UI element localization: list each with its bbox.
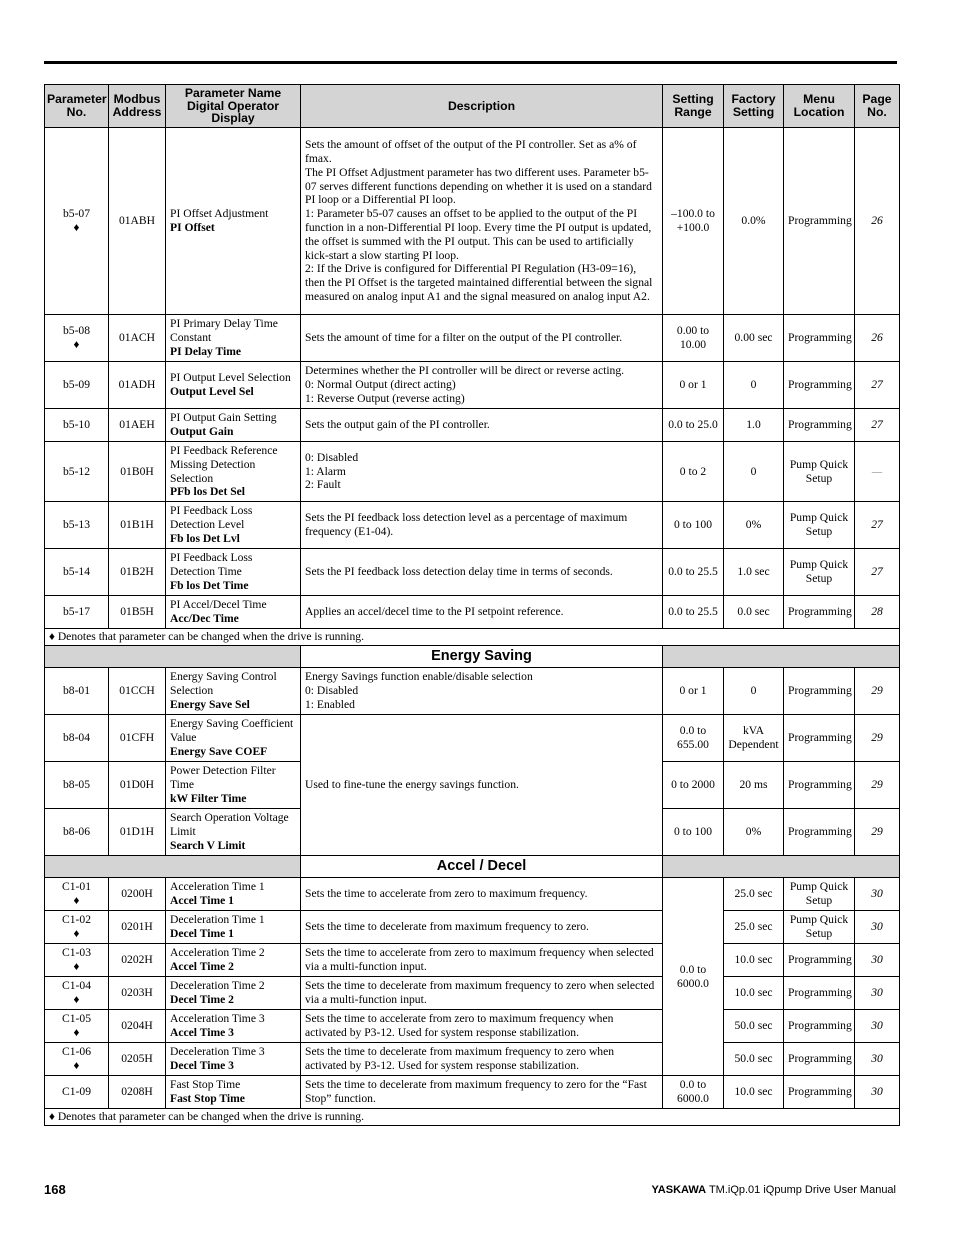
operator-display: Accel Time 2 (170, 960, 234, 973)
page-no: 26 (855, 315, 900, 362)
factory-setting: kVA Dependent (724, 715, 784, 762)
page-no: 30 (855, 1076, 900, 1109)
description-line: Sets the amount of time for a filter on the output of the PI controller. (305, 331, 623, 345)
menu-location: Pump Quick Setup (784, 878, 855, 911)
param-name: PI Primary Delay Time Constant (170, 317, 278, 345)
setting-range: 0.0 to 25.5 (663, 549, 724, 596)
menu-location: Pump Quick Setup (784, 502, 855, 549)
menu-location: Pump Quick Setup (784, 549, 855, 596)
setting-range: 0 to 100 (663, 809, 724, 856)
description-cell (301, 1043, 663, 1076)
setting-range: 0 or 1 (663, 362, 724, 409)
setting-range: 0.00 to 10.00 (663, 315, 724, 362)
param-no: b5-17 (62, 605, 91, 619)
menu-location: Programming (784, 668, 855, 715)
page-no: 30 (855, 977, 900, 1010)
section-accel-decel (45, 856, 900, 878)
factory-setting: 0.0% (724, 128, 784, 315)
param-name: PI Feedback Loss Detection Time (170, 551, 253, 579)
modbus-address: 0200H (109, 878, 166, 911)
col-param-no: Parameter No. (45, 85, 109, 128)
modbus-address: 01D1H (109, 809, 166, 856)
param-no: C1-02 (62, 913, 91, 927)
param-name-cell (166, 668, 301, 715)
param-no: C1-01 (62, 880, 91, 894)
description-line: 0: Normal Output (direct acting) (305, 378, 456, 392)
menu-location: Programming (784, 1076, 855, 1109)
operator-display: Output Gain (170, 425, 234, 438)
param-name-cell (166, 911, 301, 944)
modbus-address: 01D0H (109, 762, 166, 809)
factory-setting: 0 (724, 668, 784, 715)
page-no: 28 (855, 596, 900, 629)
modbus-address: 01AEH (109, 409, 166, 442)
param-no: b5-08 (62, 324, 91, 338)
table-row (45, 715, 900, 762)
section-band-right (663, 646, 900, 668)
modbus-address: 01B0H (109, 442, 166, 502)
param-no: b5-13 (62, 518, 91, 532)
description-cell (301, 977, 663, 1010)
operator-display: Search V Limit (170, 838, 246, 852)
page-no: 30 (855, 911, 900, 944)
modbus-address: 0208H (109, 1076, 166, 1109)
col-name: Parameter Name Digital Operator Display (166, 85, 301, 128)
header-row (45, 85, 900, 128)
factory-setting: 0 (724, 362, 784, 409)
page-no: 29 (855, 809, 900, 856)
col-factory: Factory Setting (724, 85, 784, 128)
param-name: Power Detection Filter Time (170, 764, 276, 792)
param-no: b5-09 (62, 378, 91, 392)
menu-location: Programming (784, 409, 855, 442)
table-row (45, 409, 900, 442)
param-no-cell (45, 715, 109, 762)
col-setting-range: Setting Range (663, 85, 724, 128)
page-no: 27 (855, 362, 900, 409)
description-line: Applies an accel/decel time to the PI setpoint reference. (305, 605, 564, 619)
operator-display: PFb los Det Sel (170, 485, 246, 499)
diamond-icon: ♦ (73, 993, 80, 1006)
param-name-cell (166, 878, 301, 911)
menu-location: Programming (784, 315, 855, 362)
description-line: Sets the time to decelerate from maximum frequency to zero when selected via a multi-function input. (305, 979, 655, 1006)
col-modbus: Modbus Address (109, 85, 166, 128)
factory-setting: 25.0 sec (724, 911, 784, 944)
diamond-icon: ♦ (73, 960, 80, 973)
diamond-icon: ♦ (73, 894, 80, 907)
setting-range: 0.0 to 6000.0 (663, 1076, 724, 1109)
col-menu: Menu Location (784, 85, 855, 128)
param-name: Deceleration Time 1 (170, 913, 265, 927)
param-name-cell (166, 502, 301, 549)
param-name-cell (166, 549, 301, 596)
page-no: 29 (855, 762, 900, 809)
table-row (45, 878, 900, 911)
brand-name: YASKAWA (651, 1184, 707, 1196)
description-line: 2: If the Drive is configured for Differential PI Regulation (H3-09=16), then the PI Offset is the targeted maintained differential between the signal measured on analog input A1 and the signal measured on analog input A2. (305, 262, 653, 303)
param-name: Acceleration Time 2 (170, 946, 265, 960)
description-cell (301, 1076, 663, 1109)
modbus-address: 01ADH (109, 362, 166, 409)
table-row (45, 1010, 900, 1043)
param-no: b8-06 (62, 825, 91, 839)
section-energy-saving (45, 646, 900, 668)
factory-setting: 10.0 sec (724, 944, 784, 977)
modbus-address: 0205H (109, 1043, 166, 1076)
setting-range: 0 to 2000 (663, 762, 724, 809)
operator-display: Fb los Det Time (170, 578, 249, 592)
param-no: b8-04 (62, 731, 91, 745)
param-no-cell (45, 668, 109, 715)
factory-setting: 50.0 sec (724, 1010, 784, 1043)
factory-setting: 1.0 (724, 409, 784, 442)
setting-range: 0.0 to 655.00 (663, 715, 724, 762)
table-row (45, 315, 900, 362)
description-line: 1: Reverse Output (reverse acting) (305, 391, 465, 405)
table-row (45, 1043, 900, 1076)
param-name: Deceleration Time 3 (170, 1045, 265, 1059)
factory-setting: 1.0 sec (724, 549, 784, 596)
operator-display: kW Filter Time (170, 791, 247, 805)
operator-display: Acc/Dec Time (170, 612, 239, 625)
page-no: 27 (855, 549, 900, 596)
param-no: C1-03 (62, 946, 91, 960)
diamond-icon: ♦ (73, 927, 80, 940)
operator-display: Output Level Sel (170, 385, 254, 398)
param-name-cell (166, 1043, 301, 1076)
table-body (45, 128, 900, 1126)
menu-location: Programming (784, 809, 855, 856)
param-no-cell (45, 1010, 109, 1043)
description-cell (301, 596, 663, 629)
page-no: 27 (855, 409, 900, 442)
param-name-cell (166, 1076, 301, 1109)
page-no: 30 (855, 944, 900, 977)
diamond-icon: ♦ (73, 1026, 80, 1039)
table-row (45, 442, 900, 502)
param-name: Deceleration Time 2 (170, 979, 265, 993)
description-line: The PI Offset Adjustment parameter has two different uses. Parameter b5-07 serves different functions depending on whether it is used on a standard PI loop or a Differential PI loop. (305, 165, 652, 207)
param-name: Energy Saving Control Selection (170, 670, 277, 698)
table-row (45, 502, 900, 549)
description-line: Sets the time to accelerate from zero to maximum frequency. (305, 887, 588, 901)
modbus-address: 0203H (109, 977, 166, 1010)
description-line: Sets the amount of offset of the output of the PI controller. Set as a% of fmax. (305, 138, 637, 166)
table-row (45, 128, 900, 315)
operator-display: PI Delay Time (170, 344, 242, 358)
description-cell (301, 549, 663, 596)
diamond-icon: ♦ (73, 1059, 80, 1072)
operator-display: Fb los Det Lvl (170, 531, 240, 545)
modbus-address: 01ABH (109, 128, 166, 315)
param-no-cell (45, 596, 109, 629)
factory-setting: 10.0 sec (724, 1076, 784, 1109)
description-cell: Used to fine-tune the energy savings function. (301, 715, 663, 856)
param-no: C1-04 (62, 979, 91, 993)
modbus-address: 01B2H (109, 549, 166, 596)
table-row (45, 362, 900, 409)
factory-setting: 0.0 sec (724, 596, 784, 629)
factory-setting: 10.0 sec (724, 977, 784, 1010)
table-row (45, 549, 900, 596)
operator-display: Accel Time 1 (170, 894, 234, 907)
menu-location: Programming (784, 128, 855, 315)
modbus-address: 0204H (109, 1010, 166, 1043)
section-band-left (45, 856, 301, 878)
param-no: b5-14 (62, 565, 91, 579)
table-row (45, 944, 900, 977)
description-line: 1: Alarm (305, 464, 346, 478)
description-line: Determines whether the PI controller will be direct or reverse acting. (305, 364, 625, 378)
param-no-cell (45, 128, 109, 315)
description-line: Sets the PI feedback loss detection delay time in terms of seconds. (305, 565, 613, 579)
modbus-address: 01B1H (109, 502, 166, 549)
param-no: C1-05 (62, 1012, 91, 1026)
col-description: Description (301, 85, 663, 128)
setting-range: 0.0 to 25.0 (663, 409, 724, 442)
section-title: Accel / Decel (301, 856, 663, 878)
factory-setting: 0% (724, 809, 784, 856)
page-no: 30 (855, 878, 900, 911)
param-no-cell (45, 911, 109, 944)
description-cell (301, 502, 663, 549)
param-no-cell (45, 977, 109, 1010)
modbus-address: 01B5H (109, 596, 166, 629)
page-no: — (855, 442, 900, 502)
param-no-cell (45, 315, 109, 362)
table-row (45, 911, 900, 944)
description-line: 1: Parameter b5-07 causes an offset to be applied to the output of the PI function in a non-Differential PI loop. Every time the PI output is updated, the offset is summed with the PI output. This can be used to artificially kick-start a slow starting PI loop. (305, 207, 652, 262)
menu-location: Programming (784, 715, 855, 762)
table-row (45, 977, 900, 1010)
menu-location: Programming (784, 944, 855, 977)
param-no-cell (45, 1043, 109, 1076)
description-line: Sets the output gain of the PI controller. (305, 418, 490, 432)
operator-display: Energy Save COEF (170, 744, 268, 758)
modbus-address: 0202H (109, 944, 166, 977)
table-row (45, 1076, 900, 1109)
param-name-cell (166, 944, 301, 977)
param-no-cell (45, 762, 109, 809)
setting-range: 0.0 to 6000.0 (663, 878, 724, 1076)
factory-setting: 25.0 sec (724, 878, 784, 911)
param-no-cell (45, 362, 109, 409)
param-name-cell (166, 809, 301, 856)
diamond-icon: ♦ (73, 221, 80, 234)
footnote-row (45, 1109, 900, 1126)
factory-setting: 0 (724, 442, 784, 502)
menu-location: Programming (784, 977, 855, 1010)
menu-location: Programming (784, 596, 855, 629)
param-name: PI Output Gain Setting (170, 411, 277, 425)
menu-location: Pump Quick Setup (784, 442, 855, 502)
description-cell (301, 878, 663, 911)
modbus-address: 0201H (109, 911, 166, 944)
parameter-table (44, 84, 900, 1126)
operator-display: Energy Save Sel (170, 697, 250, 711)
description-line: 2: Fault (305, 478, 341, 492)
param-no-cell (45, 1076, 109, 1109)
footer-text (651, 1184, 896, 1196)
param-name: PI Offset Adjustment (170, 207, 269, 221)
footnote: ♦ Denotes that parameter can be changed when the drive is running. (45, 629, 900, 646)
description-cell (301, 409, 663, 442)
diamond-icon: ♦ (73, 338, 80, 351)
description-cell (301, 911, 663, 944)
page-number: 168 (44, 1182, 66, 1197)
page-no: 29 (855, 715, 900, 762)
param-no: b5-10 (62, 418, 91, 432)
setting-range: 0 or 1 (663, 668, 724, 715)
description-cell (301, 362, 663, 409)
param-name-cell (166, 315, 301, 362)
param-name: Energy Saving Coefficient Value (170, 717, 294, 745)
col-page: Page No. (855, 85, 900, 128)
description-cell (301, 944, 663, 977)
param-name-cell (166, 362, 301, 409)
param-name: PI Feedback Loss Detection Level (170, 504, 253, 532)
menu-location: Programming (784, 762, 855, 809)
description-line: 0: Disabled (305, 684, 359, 698)
operator-display: Decel Time 3 (170, 1059, 234, 1072)
description-line: 1: Enabled (305, 697, 355, 711)
param-no-cell (45, 809, 109, 856)
operator-display: Fast Stop Time (170, 1092, 245, 1105)
page-no: 26 (855, 128, 900, 315)
param-no: b5-12 (62, 464, 91, 478)
page-no: 30 (855, 1043, 900, 1076)
setting-range: 0.0 to 25.5 (663, 596, 724, 629)
footnote-row (45, 629, 900, 646)
param-no-cell (45, 409, 109, 442)
menu-location: Pump Quick Setup (784, 911, 855, 944)
footnote: ♦ Denotes that parameter can be changed when the drive is running. (45, 1109, 900, 1126)
factory-setting: 50.0 sec (724, 1043, 784, 1076)
top-rule (44, 61, 897, 64)
param-name-cell (166, 762, 301, 809)
factory-setting: 0% (724, 502, 784, 549)
description-line: Sets the PI feedback loss detection level as a percentage of maximum frequency (E1-04). (305, 511, 628, 538)
param-no: b8-05 (62, 778, 91, 792)
param-name-cell (166, 128, 301, 315)
param-no: b8-01 (62, 684, 91, 698)
page-no: 29 (855, 668, 900, 715)
doc-title: TM.iQp.01 iQpump Drive User Manual (708, 1184, 896, 1196)
param-name: Search Operation Voltage Limit (170, 811, 289, 839)
table-row (45, 668, 900, 715)
param-no-cell (45, 549, 109, 596)
param-name-cell (166, 596, 301, 629)
operator-display: Decel Time 2 (170, 993, 234, 1006)
param-name: PI Feedback Reference Missing Detection Selection (170, 443, 278, 485)
description-line: 0: Disabled (305, 450, 359, 464)
operator-display: Decel Time 1 (170, 927, 234, 940)
page-no: 27 (855, 502, 900, 549)
description-cell (301, 315, 663, 362)
menu-location: Programming (784, 362, 855, 409)
page-no: 30 (855, 1010, 900, 1043)
setting-range: 0 to 100 (663, 502, 724, 549)
param-name-cell (166, 409, 301, 442)
description-line: Sets the time to decelerate from maximum frequency to zero. (305, 920, 589, 934)
description-line: Sets the time to decelerate from maximum frequency to zero for the “Fast Stop” function. (305, 1078, 647, 1105)
section-band-left (45, 646, 301, 668)
section-title: Energy Saving (301, 646, 663, 668)
param-name: Fast Stop Time (170, 1078, 241, 1092)
menu-location: Programming (784, 1010, 855, 1043)
param-no: b5-07 (62, 207, 91, 221)
operator-display: Accel Time 3 (170, 1026, 234, 1039)
param-no: C1-06 (62, 1045, 91, 1059)
param-name: PI Output Level Selection (170, 371, 291, 385)
description-line: Sets the time to accelerate from zero to maximum frequency when activated by P3-12. Used for system response stabilization. (305, 1012, 614, 1039)
param-no-cell (45, 442, 109, 502)
setting-range: 0 to 2 (663, 442, 724, 502)
param-name-cell (166, 1010, 301, 1043)
param-name-cell (166, 977, 301, 1010)
param-name: Acceleration Time 3 (170, 1012, 265, 1026)
param-no-cell (45, 878, 109, 911)
description-line: Sets the time to decelerate from maximum frequency to zero when activated by P3-12. Used for system response stabilization. (305, 1045, 615, 1072)
param-name-cell (166, 442, 301, 502)
factory-setting: 0.00 sec (724, 315, 784, 362)
description-cell (301, 128, 663, 315)
operator-display: PI Offset (170, 221, 215, 234)
modbus-address: 01ACH (109, 315, 166, 362)
description-cell (301, 442, 663, 502)
menu-location: Programming (784, 1043, 855, 1076)
description-cell (301, 1010, 663, 1043)
param-no: C1-09 (62, 1085, 91, 1099)
table-row (45, 596, 900, 629)
param-name: Acceleration Time 1 (170, 880, 265, 894)
modbus-address: 01CFH (109, 715, 166, 762)
param-no-cell (45, 502, 109, 549)
param-name-cell (166, 715, 301, 762)
setting-range: –100.0 to +100.0 (663, 128, 724, 315)
description-line: Energy Savings function enable/disable selection (305, 670, 533, 684)
section-band-right (663, 856, 900, 878)
description-cell (301, 668, 663, 715)
modbus-address: 01CCH (109, 668, 166, 715)
factory-setting: 20 ms (724, 762, 784, 809)
description-line: Sets the time to accelerate from zero to maximum frequency when selected via a multi-function input. (305, 946, 654, 973)
param-no-cell (45, 944, 109, 977)
param-name: PI Accel/Decel Time (170, 598, 267, 612)
